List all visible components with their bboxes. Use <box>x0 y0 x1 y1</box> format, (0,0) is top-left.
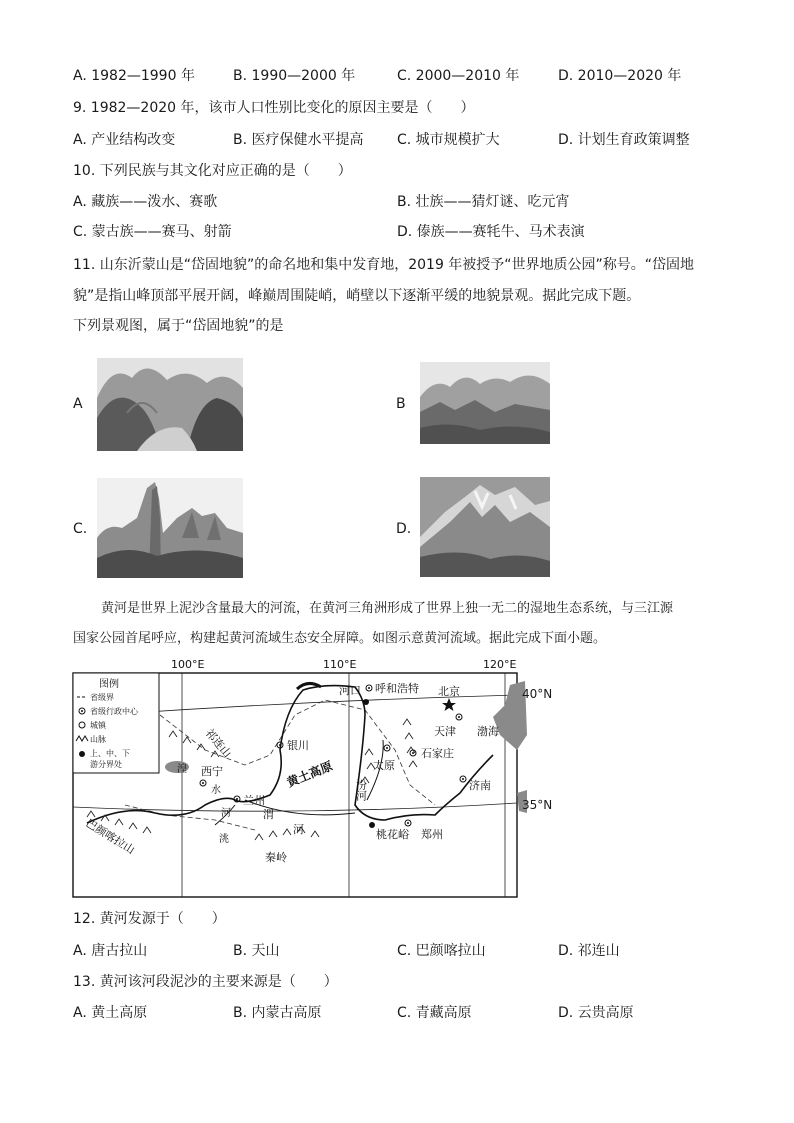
passage-line2: 国家公园首尾呼应，构建起黄河流域生态安全屏障。如图示意黄河流域。据此完成下面小题。 <box>73 631 607 646</box>
place-wei: 渭 <box>263 808 274 821</box>
place-taiyuan: 太原 <box>373 759 395 772</box>
legend-capital: 省级行政中心 <box>90 707 138 716</box>
place-xining: 西宁 <box>201 765 223 778</box>
q10-option-b: B. 壮族——猜灯谜、吃元宵 <box>397 194 570 210</box>
q11-line2: 貌”是指山峰顶部平展开阔，峰巅周围陡峭，峭壁以下逐渐平缓的地貌景观。据此完成下题。 <box>73 288 641 304</box>
passage-line1: 黄河是世界上泥沙含量最大的河流，在黄河三角洲形成了世界上独一无二的湿地生态系统，与三江源 <box>101 601 674 616</box>
photo-a-label: A <box>73 396 83 412</box>
place-he2: 河 <box>293 823 304 836</box>
lon-label-120: 120°E <box>483 658 517 671</box>
taihang-lvliang-mountains <box>361 719 417 783</box>
photo-c-label: C. <box>73 521 88 537</box>
place-hekou: 河口 <box>339 684 361 697</box>
hekou-boundary-point <box>363 699 369 705</box>
photo-a-karst-hills <box>97 358 243 451</box>
place-loess-plateau: 黄土高原 <box>284 758 335 790</box>
lon-label-110: 110°E <box>323 658 357 671</box>
place-jinan: 济南 <box>469 779 491 792</box>
prev-option-a: A. 1982—1990 年 <box>73 68 195 84</box>
lon-label-100: 100°E <box>171 658 205 671</box>
q9-option-d: D. 计划生育政策调整 <box>558 132 690 148</box>
place-bayan-har: 巴颜喀拉山 <box>83 816 137 857</box>
place-tao: 洮 <box>219 834 229 845</box>
place-he1: 河 <box>221 808 231 819</box>
q12-stem: 12. 黄河发源于（ ） <box>73 911 226 927</box>
taohuayu-boundary-point <box>369 822 375 828</box>
legend-boundary: 省级界 <box>90 693 114 702</box>
qinling-mountains <box>255 827 319 840</box>
place-shui: 水 <box>211 785 221 796</box>
place-shijiazhuang: 石家庄 <box>421 747 454 760</box>
place-qilian: 祁连山 <box>202 726 234 761</box>
photo-d-label: D. <box>396 521 412 537</box>
q10-option-d: D. 傣族——赛牦牛、马术表演 <box>397 224 585 240</box>
legend-reach-2: 游分界处 <box>90 760 122 769</box>
photo-b-mountain-forest <box>420 362 550 444</box>
province-boundary-1 <box>160 700 435 805</box>
place-bohai: 渤海 <box>477 725 499 738</box>
legend-reach-1: 上、中、下 <box>90 749 130 758</box>
photo-c-rock-peaks <box>97 478 243 578</box>
photo-b-label: B <box>396 396 406 412</box>
place-zhengzhou: 郑州 <box>421 828 443 841</box>
prev-option-d: D. 2010—2020 年 <box>558 68 682 84</box>
place-taohuayu: 桃花峪 <box>376 828 409 841</box>
legend-mountain: 山脉 <box>90 735 106 744</box>
q13-option-d: D. 云贵高原 <box>558 1005 634 1021</box>
q13-option-a: A. 黄土高原 <box>73 1005 148 1021</box>
q9-option-b: B. 医疗保健水平提高 <box>233 132 364 148</box>
q11-line3: 下列景观图，属于“岱固地貌”的是 <box>73 318 284 334</box>
place-yinchuan: 银川 <box>287 739 309 752</box>
yellow-river-basin-map <box>65 655 535 900</box>
q13-option-c: C. 青藏高原 <box>397 1005 472 1021</box>
place-hohhot: 呼和浩特 <box>375 682 419 695</box>
q12-option-d: D. 祁连山 <box>558 943 620 959</box>
place-qinling: 秦岭 <box>265 851 287 864</box>
place-huangshui: 湟 <box>177 764 187 775</box>
q13-option-b: B. 内蒙古高原 <box>233 1005 322 1021</box>
q9-stem: 9. 1982—2020 年，该市人口性别比变化的原因主要是（ ） <box>73 100 475 116</box>
q10-option-c: C. 蒙古族——赛马、射箭 <box>73 224 232 240</box>
q11-line1: 11. 山东沂蒙山是“岱固地貌”的命名地和集中发育地，2019 年被授予“世界地质公园”称号。“岱固地 <box>73 257 695 273</box>
q9-option-a: A. 产业结构改变 <box>73 132 176 148</box>
q12-option-c: C. 巴颜喀拉山 <box>397 943 486 959</box>
beijing-star-icon <box>442 698 456 711</box>
q12-option-a: A. 唐古拉山 <box>73 943 148 959</box>
lat-label-40: 40°N <box>522 687 553 701</box>
place-fenhe: 汾河 <box>354 779 368 801</box>
province-boundary-2 <box>125 805 255 830</box>
legend-town: 城镇 <box>90 721 106 730</box>
lat-label-35: 35°N <box>522 798 553 812</box>
photo-d-snow-mountain <box>420 477 550 577</box>
place-beijing: 北京 <box>438 685 460 698</box>
legend-title: 图例 <box>99 679 119 690</box>
legend-boundary-point-icon <box>79 751 85 757</box>
prev-option-c: C. 2000—2010 年 <box>397 68 520 84</box>
place-lanzhou: 兰州 <box>243 794 265 807</box>
q12-option-b: B. 天山 <box>233 943 280 959</box>
q13-stem: 13. 黄河该河段泥沙的主要来源是（ ） <box>73 974 338 990</box>
q10-stem: 10. 下列民族与其文化对应正确的是（ ） <box>73 163 352 179</box>
q9-option-c: C. 城市规模扩大 <box>397 132 500 148</box>
prev-option-b: B. 1990—2000 年 <box>233 68 356 84</box>
q10-option-a: A. 藏族——泼水、赛歌 <box>73 194 218 210</box>
place-tianjin: 天津 <box>434 725 456 738</box>
